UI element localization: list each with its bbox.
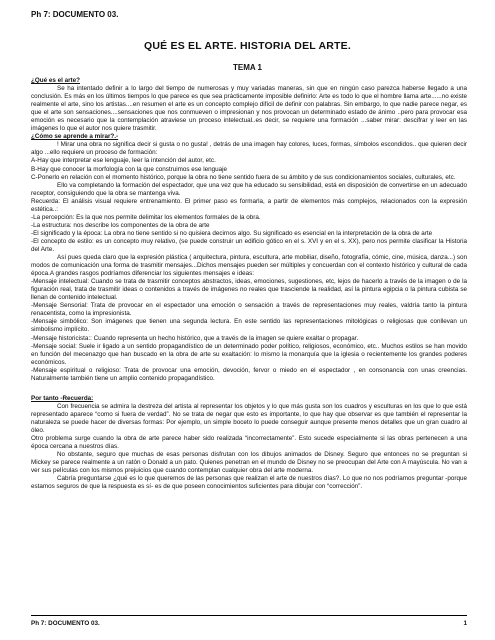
bullet-item: -La percepción: Es la que nos permite delimitar los elementos formales de la obra. (31, 213, 261, 221)
message-item: -Mensaje social: Suele ir ligado a un sentido propagandístico de un determinado poder político, religiosos, económico, etc.. Muchos estilos se han movido en función del mecenazgo que han buscado en la obra de arte su exaltación: lo mismo la monarquía que la iglesia o recientemente los grandes poderes económicos. (31, 342, 467, 366)
question-how-to-look: ¿Cómo se aprende a mirar?.- (31, 133, 119, 141)
bullet-item: -El significado y la época: La obra no tiene sentido si no quisiera decirnos algo. Su significado es esencial en la interpretación de la obra de arte (31, 229, 433, 237)
message-item: -Mensaje historicista:: Cuando representa un hecho histórico, que a través de la imagen se quiere exaltar o propagar. (31, 334, 359, 342)
step-item: A-Hay que interpretar ese lenguaje, leer la intención del autor, etc. (31, 157, 216, 165)
paragraph: ! Mirar una obra no significa decir si gusta o no gusta! , detrás de una imagen hay colores, luces, formas, símbolos escondidos.. que quieren decir algo ...ello requiere un proceso de formación: (31, 141, 467, 157)
paragraph: Ello va completando la formación del espectador, que una vez que ha educado su sensibilidad, está en disposición de convertirse en un adecuado receptor, consiguiendo que la obra se mantenga viva. (31, 181, 467, 197)
step-item: B-Hay que conocer la morfología con la que construimos ese lenguaje (31, 165, 228, 173)
question-what-is-art: ¿Qué es el arte? (31, 77, 80, 84)
paragraph: Cabría preguntarse ¿qué es lo que queremos de las personas que realizan el arte de nuestros días?. Lo que no nos podríamos preguntar -porque estamos seguros de que la respuesta es sí- es de que poseen conocimientos suficientes para dibujar con “corrección”. (31, 475, 467, 491)
footer-doc-label: Ph 7: DOCUMENTO 03. (31, 620, 100, 627)
bullet-item: -El concepto de estilo: es un concepto muy relativo, (se puede construir un edificio gótico en el s. XVI y en el s. XX), pero nos permite clasificar la Historia del Arte. (31, 237, 467, 253)
paragraph: Así pues queda claro que la expresión plástica ( arquitectura, pintura, escultura, arte mobiliar, diseño, fotografía, cómic, cine, música, danza...) son modos de comunicación una forma de trasmitir mensajes...Dichos mensajes pueden ser múltiples y concuerdan con el contexto histórico y cultural de cada época.A grandes rasgos podríamos diferenciar los siguientes mensajes e ideas: (31, 254, 467, 278)
bullet-item: -La estructura: nos describe los componentes de la obra de arte (31, 221, 210, 229)
page-footer (31, 620, 467, 627)
paragraph: Se ha intentado definir a lo largo del tiempo de numerosas y muy variadas maneras, sin que en ningún caso parezca haberse llegado a una conclusión. Es más en los últimos tiempos lo que parece es que sea prácticamente imposible definirlo: Arte es todo lo que el hombre llama arte......no existe realmente el arte, sino los artistas....en resumen el arte es un concepto complejo difícil de definir con palabras. Sin embargo, lo que nadie parece negar, es que el arte son sensaciones....sensaciones que nos conmueven o impresionan y nos provocan un determinado estado de ánimo ..pero para provocar esa emoción es necesario que la contemplación atraviese un proceso intelectual..es decir, se requiere una formación ...saber mirar: descifrar y leer en las imágenes lo que el autor nos quiere trasmitir. (31, 85, 467, 133)
page-number: 1 (463, 620, 467, 627)
document-title: QUÉ ES EL ARTE. HISTORIA DEL ARTE. (144, 40, 351, 52)
footer-rule (31, 615, 467, 616)
paragraph: No obstante, seguro que muchas de esas personas disfrutan con los dibujos animados de Disney. Seguro que entonces no se preguntan si Mickey se parece realmente a un ratón o Donald a un pato. Quienes penetran en el mundo de Disney no se preocupan del Arte con A mayúscula. No van a ver sus películas con los mismos prejuicios que cuando contemplan cualquier obra del arte moderna. (31, 451, 467, 475)
spacer (31, 383, 467, 395)
message-item: -Mensaje intelectual: Cuando se trata de trasmitir conceptos abstractos, ideas, emociones, sugestiones, etc, lejos de hacerlo a través de la imagen o de la figuración real, trata de trasmitir ideas o contenidos a través de imágenes no reales que trasciende la realidad, así la pintura egipcia o la pintura cubista se llenan de contenido intelectual. (31, 278, 467, 302)
message-item: -Mensaje Sensorial: Trata de provocar en el espectador una emoción o sensación a través de representaciones muy reales, valdría tanto la pintura renacentista, como la impresionista. (31, 302, 467, 318)
topic-heading: TEMA 1 (232, 63, 263, 72)
paragraph: Recuerda: El análisis visual requiere entrenamiento. El primer paso es formarla, a partir de elementos más complejos, relacionados con la expresión estética..: (31, 197, 467, 213)
document-body (31, 77, 467, 491)
page-header: Ph 7: DOCUMENTO 03. (31, 10, 119, 19)
message-item: -Mensaje simbólico: Son imágenes que tienen una segunda lectura. En este sentido las representaciones mitológicas o religiosas que conllevan un simbolismo implícito. (31, 318, 467, 334)
message-item: -Mensaje espiritual o religioso: Trata de provocar una emoción, devoción, fervor o miedo en el espectador , en consonancia con unas creencias. Naturalmente también tiene un amplio contenido propagandístico. (31, 366, 467, 382)
paragraph: Con frecuencia se admira la destreza del artista al representar los objetos y lo que más gusta son los cuadros y esculturas en los que lo que está representado aparece “como si fuera de verdad”. No se trata de negar que esto es importante, lo que hay que observar es que también el representar la naturaleza se puede hacer de diversas formas: Por ejemplo, un simple boceto lo puede conseguir aunque presente menos detalles que un gran cuadro al óleo. (31, 402, 467, 434)
recuerda-heading: Por tanto -Recuerda: (31, 394, 94, 402)
paragraph: Otro problema surge cuando la obra de arte parece haber sido realizada “incorrectamente”. Esto sucede especialmente si las obras pertenecen a una época cercana a nuestros días. (31, 435, 467, 451)
step-item: C-Ponerlo en relación con el momento histórico, porque la obra no tiene sentido fuera de su ámbito y de sus condicionamientos sociales, culturales, etc. (31, 173, 456, 181)
